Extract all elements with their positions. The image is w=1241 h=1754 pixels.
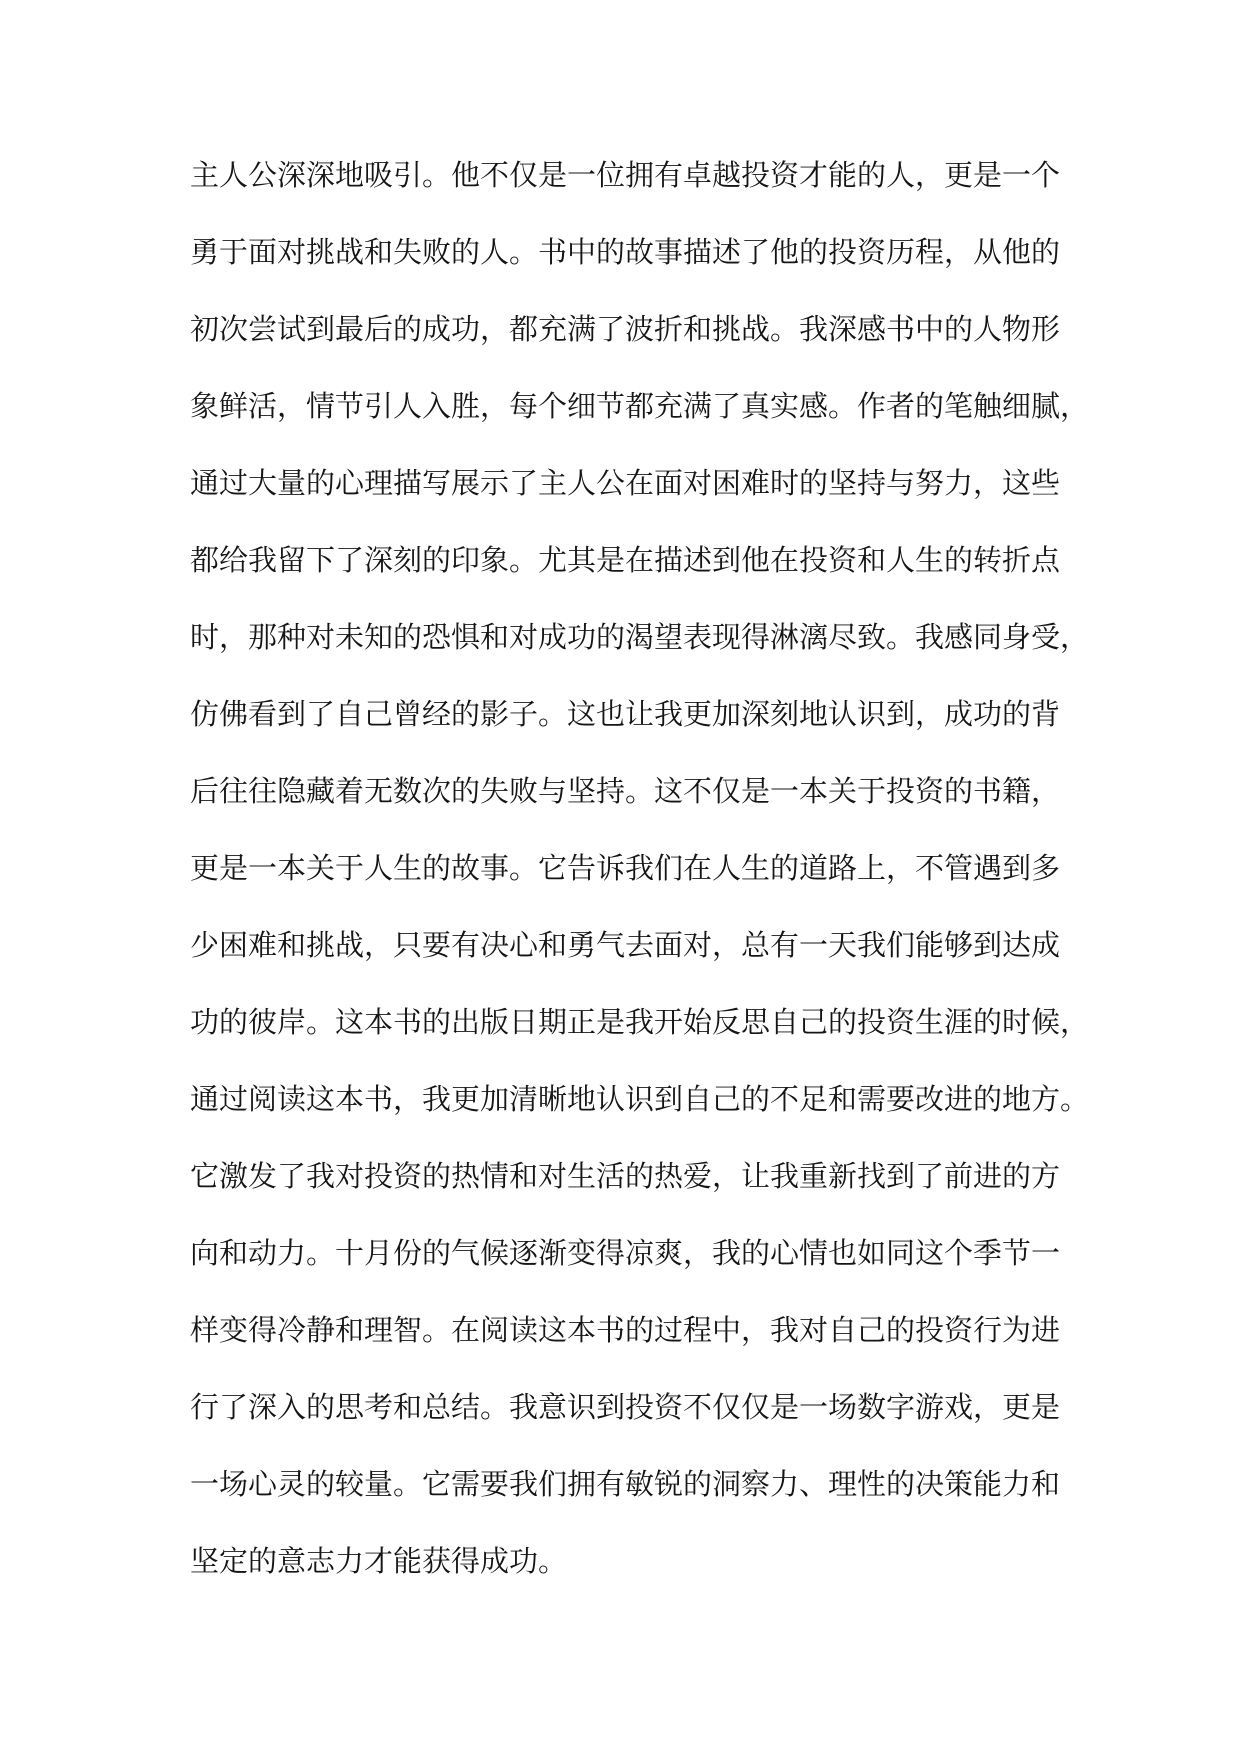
text-line-13: 通过阅读这本书，我更加清晰地认识到自己的不足和需要改进的地方。	[190, 1082, 1090, 1116]
text-line-14: 它激发了我对投资的热情和对生活的热爱，让我重新找到了前进的方	[190, 1159, 1061, 1193]
text-line-19: 坚定的意志力才能获得成功。	[190, 1544, 568, 1578]
text-line-8: 仿佛看到了自己曾经的影子。这也让我更加深刻地认识到，成功的背	[190, 697, 1061, 731]
text-line-9: 后往往隐藏着无数次的失败与坚持。这不仅是一本关于投资的书籍，	[190, 774, 1061, 808]
text-line-12: 功的彼岸。这本书的出版日期正是我开始反思自己的投资生涯的时候，	[190, 1005, 1090, 1039]
text-line-11: 少困难和挑战，只要有决心和勇气去面对，总有一天我们能够到达成	[190, 928, 1061, 962]
text-line-7: 时，那种对未知的恐惧和对成功的渴望表现得淋漓尽致。我感同身受，	[190, 620, 1090, 654]
text-line-15: 向和动力。十月份的气候逐渐变得凉爽，我的心情也如同这个季节一	[190, 1236, 1061, 1270]
text-line-18: 一场心灵的较量。它需要我们拥有敏锐的洞察力、理性的决策能力和	[190, 1467, 1061, 1501]
text-line-4: 象鲜活，情节引人入胜，每个细节都充满了真实感。作者的笔触细腻，	[190, 389, 1090, 423]
text-line-3: 初次尝试到最后的成功，都充满了波折和挑战。我深感书中的人物形	[190, 312, 1061, 346]
body-paragraph	[190, 144, 1090, 1607]
text-line-16: 样变得冷静和理智。在阅读这本书的过程中，我对自己的投资行为进	[190, 1313, 1061, 1347]
text-line-5: 通过大量的心理描写展示了主人公在面对困难时的坚持与努力，这些	[190, 466, 1061, 500]
text-line-1: 主人公深深地吸引。他不仅是一位拥有卓越投资才能的人，更是一个	[190, 158, 1061, 192]
text-line-2: 勇于面对挑战和失败的人。书中的故事描述了他的投资历程，从他的	[190, 235, 1061, 269]
text-line-10: 更是一本关于人生的故事。它告诉我们在人生的道路上，不管遇到多	[190, 851, 1061, 885]
text-line-17: 行了深入的思考和总结。我意识到投资不仅仅是一场数字游戏，更是	[190, 1390, 1061, 1424]
text-line-6: 都给我留下了深刻的印象。尤其是在描述到他在投资和人生的转折点	[190, 543, 1061, 577]
